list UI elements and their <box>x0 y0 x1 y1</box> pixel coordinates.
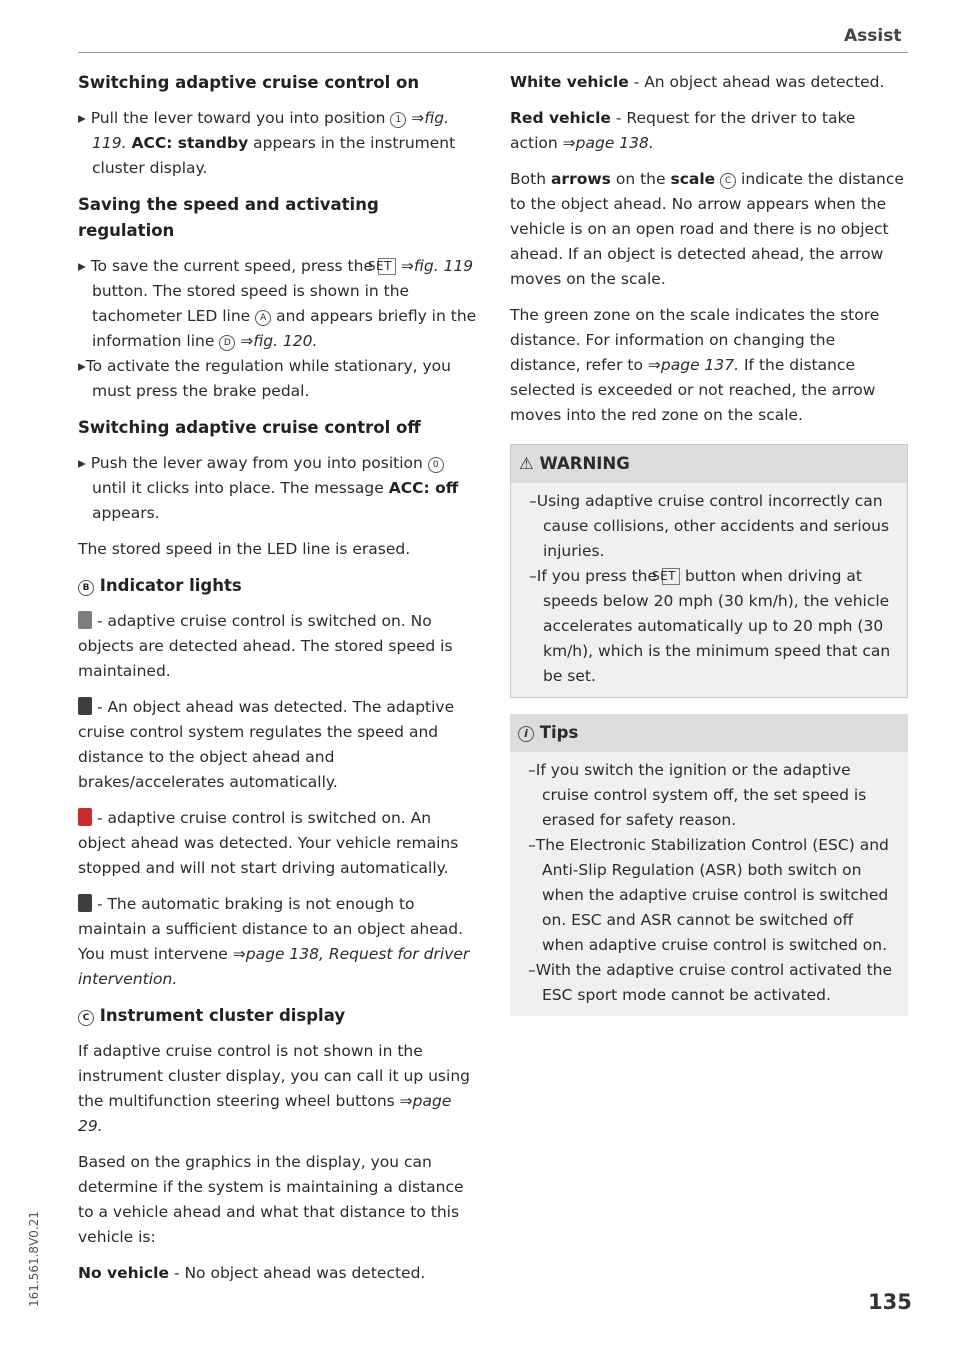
indicator-item: - adaptive cruise control is switched on. No objects are detected ahead. The stored speed is maintained. <box>78 612 453 680</box>
position-1-icon: 1 <box>390 112 406 128</box>
paragraph-red-vehicle: Red vehicle - Request for the driver to take action ⇒page 138. <box>510 109 856 152</box>
warning-item: – Using adaptive cruise control incorrectly can cause collisions, other accidents and serious injuries. <box>521 489 897 564</box>
tip-item: – The Electronic Stabilization Control (ESC) and Anti-Slip Regulation (ASR) both switch on when the adaptive cruise control is switched on. ESC and ASR cannot be switched off when adaptive cruise control is switched on. <box>520 833 898 958</box>
bullet-save-speed: ▸ To save the current speed, press the SET ⇒fig. 119 button. The stored speed is shown in the tachometer LED line A and appears briefly in the information line D ⇒fig. 120. <box>78 254 478 354</box>
paragraph-arrows: Both arrows on the scale C indicate the distance to the object ahead. No arrow appears when the vehicle is on an open road and there is no object ahead. If an object is detected ahead, the arrow moves on the scale. <box>510 170 904 288</box>
tips-box <box>510 714 908 1016</box>
heading-switch-on: Switching adaptive cruise control on <box>78 73 420 92</box>
warning-item: – If you press the SET button when driving at speeds below 20 mph (30 km/h), the vehicle accelerates automatically up to 20 mph (30 km/h), which is the minimum speed that can be set. <box>521 564 897 689</box>
section-title: Assist <box>844 26 902 46</box>
tip-item: – If you switch the ignition or the adaptive cruise control system off, the set speed is erased for safety reason. <box>520 758 898 833</box>
left-column <box>78 70 478 1297</box>
bullet-brake-pedal: ▸ To activate the regulation while stationary, you must press the brake pedal. <box>78 354 478 404</box>
side-code: 161.561.8V0.21 <box>27 1211 41 1307</box>
bullet-push-lever: ▸ Push the lever away from you into position 0 until it clicks into place. The message ACC: off appears. <box>78 451 478 526</box>
tips-header: i Tips <box>510 714 908 752</box>
warning-header: ⚠ WARNING <box>511 445 907 483</box>
bullet-pull-lever: ▸ Pull the lever toward you into position 1 ⇒fig. 119. ACC: standby appears in the instrument cluster display. <box>78 106 478 181</box>
callout-c-icon: C <box>720 173 736 189</box>
braking-indicator-icon <box>78 894 92 912</box>
paragraph-speed-erased: The stored speed in the LED line is erased. <box>78 540 411 558</box>
heading-switch-off: Switching adaptive cruise control off <box>78 418 421 437</box>
page-number: 135 <box>868 1290 912 1314</box>
callout-d-icon: D <box>219 335 235 351</box>
warning-triangle-icon: ⚠ <box>519 454 534 473</box>
acc-active-indicator-icon <box>78 697 92 715</box>
set-key-icon: SET <box>378 258 396 275</box>
paragraph-graphics: Based on the graphics in the display, you can determine if the system is maintaining a distance to a vehicle ahead and what that distance to this vehicle is: <box>78 1153 464 1246</box>
callout-c-icon: C <box>78 1010 94 1026</box>
paragraph-white-vehicle: White vehicle - An object ahead was detected. <box>510 73 885 91</box>
set-key-icon: SET <box>662 568 680 585</box>
indicator-item: - The automatic braking is not enough to maintain a sufficient distance to an object ahead. You must intervene ⇒page 138, Request for driver intervention. <box>78 895 470 988</box>
tip-item: – With the adaptive cruise control activated the ESC sport mode cannot be activated. <box>520 958 898 1008</box>
info-icon: i <box>518 726 534 742</box>
callout-a-icon: A <box>255 310 271 326</box>
car-stopped-indicator-icon <box>78 808 92 826</box>
indicator-item: - adaptive cruise control is switched on. An object ahead was detected. Your vehicle remains stopped and will not start driving automatically. <box>78 809 459 877</box>
indicator-item: - An object ahead was detected. The adaptive cruise control system regulates the speed and distance to the object ahead and brakes/accelerates automatically. <box>78 698 455 791</box>
header-rule <box>78 52 908 53</box>
acc-gray-indicator-icon <box>78 611 92 629</box>
heading-indicator-lights: B Indicator lights <box>78 573 478 599</box>
right-column <box>510 70 908 1016</box>
warning-box <box>510 444 908 698</box>
heading-saving-speed: Saving the speed and activating regulation <box>78 195 379 240</box>
position-0-icon: 0 <box>428 457 444 473</box>
heading-cluster-display: C Instrument cluster display <box>78 1003 478 1029</box>
paragraph-no-vehicle: No vehicle - No object ahead was detected. <box>78 1264 426 1282</box>
callout-b-icon: B <box>78 580 94 596</box>
paragraph-green-zone: The green zone on the scale indicates the store distance. For information on changing the distance, refer to ⇒page 137. If the distance selected is exceeded or not reached, the arrow moves into the red zone on the scale. <box>510 306 880 424</box>
paragraph-cluster: If adaptive cruise control is not shown in the instrument cluster display, you can call it up using the multifunction steering wheel buttons ⇒page 29. <box>78 1042 470 1135</box>
